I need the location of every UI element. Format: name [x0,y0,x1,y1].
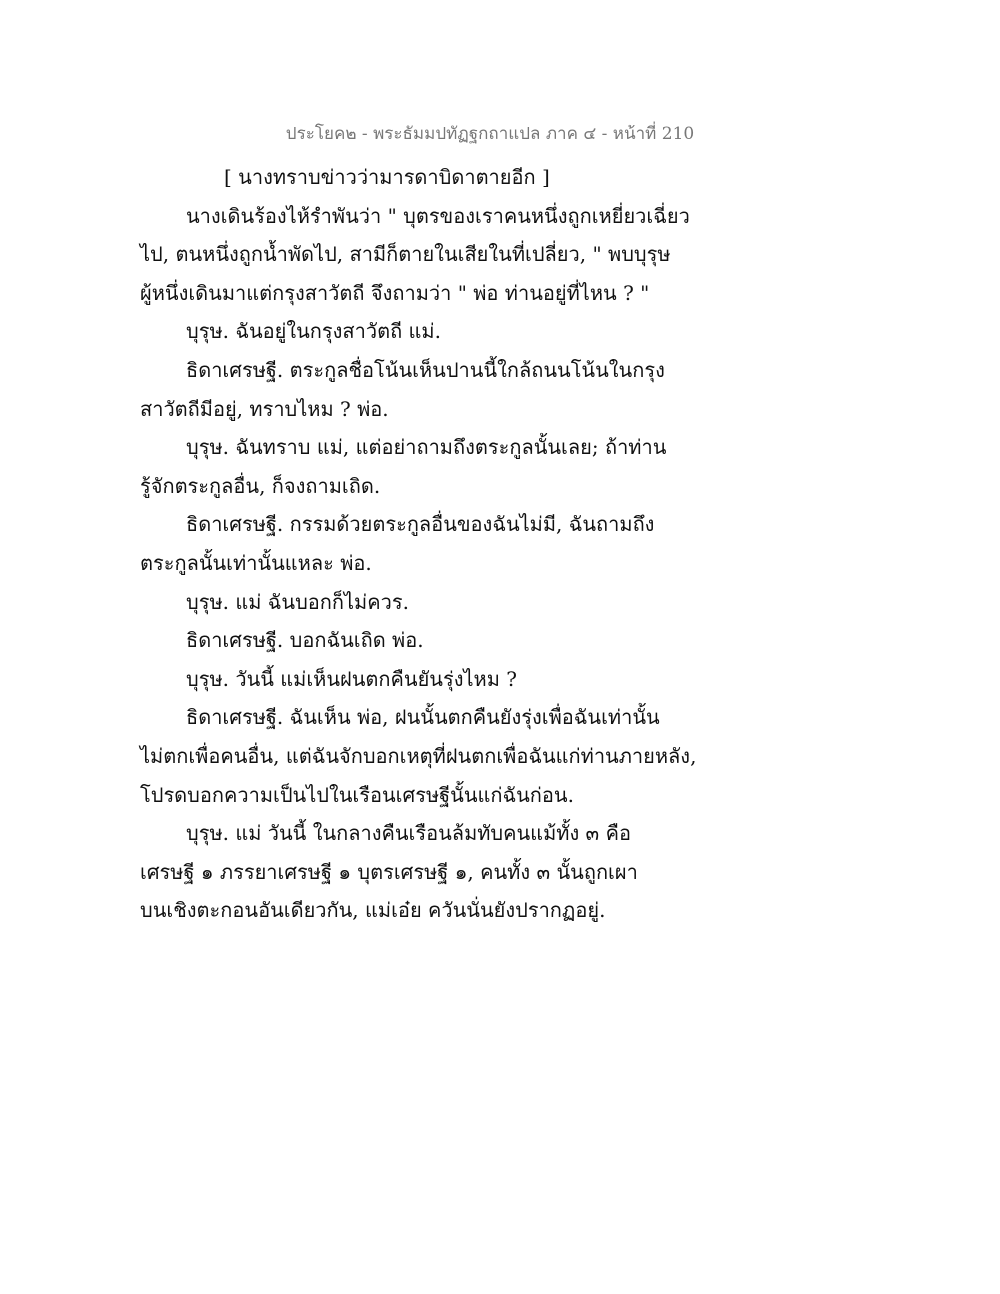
text-line: สาวัตถีมีอยู่, ทราบไหม ? พ่อ. [140,396,389,421]
section-heading: [ นางทราบข่าวว่ามารดาบิดาตายอีก ] [224,165,550,189]
text-line: ไม่ตกเพื่อคนอื่น, แต่ฉันจักบอกเหตุที่ฝนตกเพื่อฉันแก่ท่านภายหลัง, [140,743,697,768]
text-line: บุรุษ. แม่ ฉันบอกก็ไม่ควร. [186,589,409,614]
text-line: บุรุษ. แม่ วันนี้ ในกลางคืนเรือนล้มทับคนแม้ทั้ง ๓ คือ [186,821,631,846]
text-line: นางเดินร้องไห้รำพันว่า " บุตรของเราคนหนึ่งถูกเหยี่ยวเฉี่ยว [186,203,690,228]
text-line: ธิดาเศรษฐี. บอกฉันเถิด พ่อ. [186,628,424,653]
text-line: ผู้หนึ่งเดินมาแต่กรุงสาวัตถี จึงถามว่า " พ่อ ท่านอยู่ที่ไหน ? " [140,280,650,305]
text-line: ธิดาเศรษฐี. ตระกูลชื่อโน้นเห็นปานนี้ใกล้ถนนโน้นในกรุง [186,357,665,382]
body-text [140,158,740,930]
text-line: บนเชิงตะกอนอันเดียวกัน, แม่เอ๋ย ควันนั่นยังปรากฏอยู่. [140,898,606,923]
text-line: ธิดาเศรษฐี. กรรมด้วยตระกูลอื่นของฉันไม่มี, ฉันถามถึง [186,512,655,537]
text-line: รู้จักตระกูลอื่น, ก็จงถามเถิด. [140,473,381,498]
text-line: ไป, ตนหนึ่งถูกน้ำพัดไป, สามีก็ตายในเสียในที่เปลี่ยว, " พบบุรุษ [140,242,671,267]
text-line: บุรุษ. ฉันอยู่ในกรุงสาวัตถี แม่. [186,319,441,344]
text-line: ตระกูลนั้นเท่านั้นแหละ พ่อ. [140,550,372,575]
running-header: ประโยค๒ - พระธัมมปทัฏฐกถาแปล ภาค ๔ - หน้าที่ 210 [285,124,695,144]
text-line: โปรดบอกความเป็นไปในเรือนเศรษฐีนั้นแก่ฉันก่อน. [140,782,574,807]
text-line: บุรุษ. ฉันทราบ แม่, แต่อย่าถามถึงตระกูลนั้นเลย; ถ้าท่าน [186,435,667,460]
text-line: เศรษฐี ๑ ภรรยาเศรษฐี ๑ บุตรเศรษฐี ๑, คนทั้ง ๓ นั้นถูกเผา [140,859,638,884]
text-line: ธิดาเศรษฐี. ฉันเห็น พ่อ, ฝนนั้นตกคืนยังรุ่งเพื่อฉันเท่านั้น [186,705,660,730]
text-line: บุรุษ. วันนี้ แม่เห็นฝนตกคืนยันรุ่งไหม ? [186,666,517,691]
